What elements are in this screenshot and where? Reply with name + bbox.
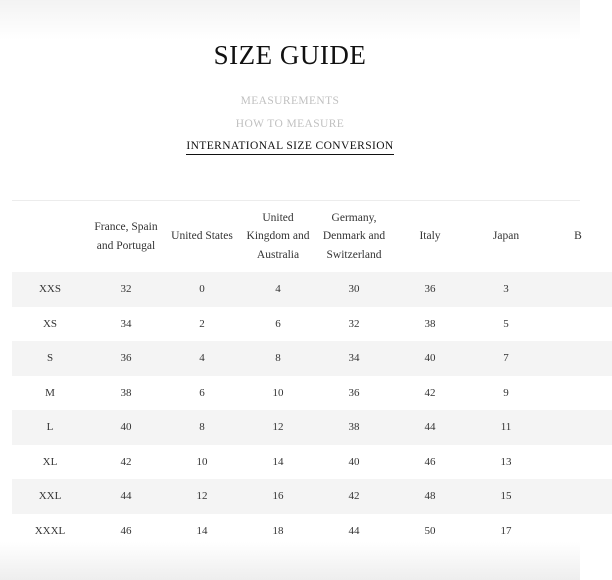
cell-uk-australia: 18 xyxy=(272,524,284,537)
cell-united-states: 4 xyxy=(164,341,240,376)
column-header-uk-australia: United Kingdom and Australia xyxy=(246,211,310,261)
cell-italy: 50 xyxy=(424,524,436,537)
cell-japan: 17 xyxy=(500,524,512,537)
tab-label: INTERNATIONAL SIZE CONVERSION xyxy=(186,140,393,155)
cell-truncated xyxy=(544,272,612,307)
cell-size: M xyxy=(45,386,55,399)
tab-how-to-measure[interactable] xyxy=(0,115,580,138)
size-conversion-table xyxy=(12,201,612,548)
cell-united-states: 6 xyxy=(199,386,205,399)
size-conversion-table-container[interactable] xyxy=(12,200,580,550)
cell-size: XXS xyxy=(12,272,88,307)
cell-germany-denmark-switzerland: 36 xyxy=(348,386,360,399)
size-guide-tabs xyxy=(0,92,580,160)
cell-italy: 44 xyxy=(392,410,468,445)
cell-united-states: 14 xyxy=(196,524,208,537)
page-title: SIZE GUIDE xyxy=(213,40,367,70)
cell-uk-australia: 10 xyxy=(272,386,284,399)
tab-international-size-conversion[interactable] xyxy=(0,137,580,160)
tab-label: HOW TO MEASURE xyxy=(235,117,345,130)
tab-label: MEASUREMENTS xyxy=(240,95,340,107)
cell-size: XXL xyxy=(12,479,88,514)
cell-italy: 36 xyxy=(392,272,468,307)
table-row xyxy=(12,410,612,445)
table-header-row xyxy=(12,201,612,272)
cell-germany-denmark-switzerland: 38 xyxy=(316,410,392,445)
cell-japan: 5 xyxy=(503,317,509,330)
table-row xyxy=(12,445,612,480)
cell-uk-australia: 8 xyxy=(240,341,316,376)
cell-japan: 7 xyxy=(468,341,544,376)
table-row xyxy=(12,376,612,411)
cell-united-states: 0 xyxy=(164,272,240,307)
cell-germany-denmark-switzerland: 32 xyxy=(348,317,360,330)
cell-truncated xyxy=(544,445,612,480)
top-fade xyxy=(0,0,580,40)
cell-france-spain-portugal: 38 xyxy=(120,386,132,399)
cell-uk-australia: 16 xyxy=(240,479,316,514)
cell-size: S xyxy=(12,341,88,376)
cell-truncated xyxy=(544,376,612,411)
cell-japan: 9 xyxy=(503,386,509,399)
cell-united-states: 12 xyxy=(164,479,240,514)
column-header-truncated: B xyxy=(574,230,582,243)
cell-germany-denmark-switzerland: 30 xyxy=(316,272,392,307)
cell-france-spain-portugal: 44 xyxy=(88,479,164,514)
cell-japan: 11 xyxy=(468,410,544,445)
table-row xyxy=(12,307,612,342)
tab-measurements[interactable] xyxy=(0,92,580,115)
cell-truncated xyxy=(544,479,612,514)
cell-germany-denmark-switzerland: 42 xyxy=(316,479,392,514)
cell-truncated xyxy=(544,341,612,376)
cell-italy: 38 xyxy=(424,317,436,330)
cell-germany-denmark-switzerland: 40 xyxy=(348,455,360,468)
column-header-germany-denmark-switzerland: Germany, Denmark and Switzerland xyxy=(322,211,386,261)
cell-size: L xyxy=(12,410,88,445)
cell-france-spain-portugal: 36 xyxy=(88,341,164,376)
table-row xyxy=(12,479,612,514)
cell-uk-australia: 4 xyxy=(240,272,316,307)
cell-france-spain-portugal: 42 xyxy=(120,455,132,468)
table-row xyxy=(12,272,612,307)
cell-uk-australia: 12 xyxy=(240,410,316,445)
cell-germany-denmark-switzerland: 34 xyxy=(316,341,392,376)
cell-germany-denmark-switzerland: 44 xyxy=(348,524,360,537)
column-header-japan: Japan xyxy=(492,230,520,243)
cell-france-spain-portugal: 40 xyxy=(88,410,164,445)
cell-japan: 15 xyxy=(468,479,544,514)
column-header-france-spain-portugal: France, Spain and Portugal xyxy=(94,221,158,252)
cell-japan: 13 xyxy=(500,455,512,468)
column-header-united-states: United States xyxy=(171,230,233,243)
cell-truncated xyxy=(544,410,612,445)
cell-size: XL xyxy=(42,455,58,468)
cell-united-states: 10 xyxy=(196,455,208,468)
table-row xyxy=(12,341,612,376)
cell-uk-australia: 6 xyxy=(275,317,281,330)
cell-size: XS xyxy=(42,317,58,330)
cell-united-states: 2 xyxy=(199,317,205,330)
cell-united-states: 8 xyxy=(164,410,240,445)
cell-truncated xyxy=(544,307,612,342)
cell-japan: 3 xyxy=(468,272,544,307)
cell-italy: 48 xyxy=(392,479,468,514)
cell-italy: 40 xyxy=(392,341,468,376)
column-header-italy: Italy xyxy=(419,230,441,243)
cell-italy: 46 xyxy=(424,455,436,468)
cell-france-spain-portugal: 34 xyxy=(120,317,132,330)
cell-uk-australia: 14 xyxy=(272,455,284,468)
cell-size: XXXL xyxy=(34,524,66,537)
cell-italy: 42 xyxy=(424,386,436,399)
cell-france-spain-portugal: 46 xyxy=(120,524,132,537)
column-header-size xyxy=(12,201,88,272)
cell-france-spain-portugal: 32 xyxy=(88,272,164,307)
bottom-fade xyxy=(0,542,580,580)
